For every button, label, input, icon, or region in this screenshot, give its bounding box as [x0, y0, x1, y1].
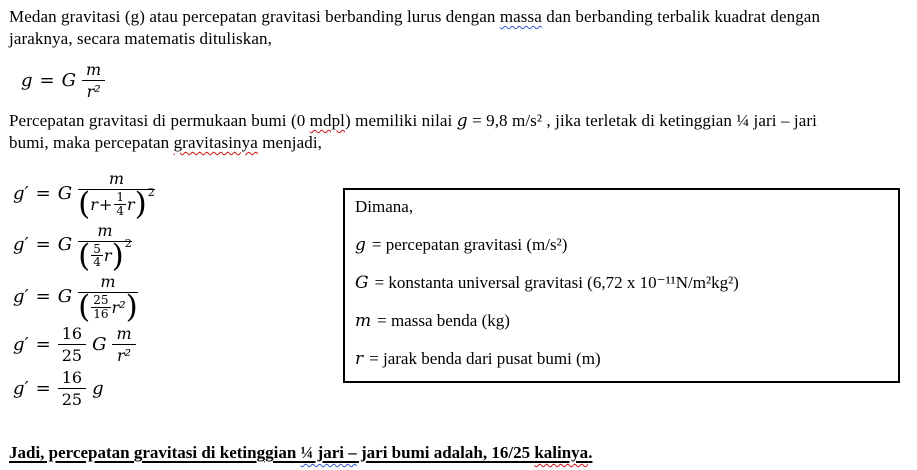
- fraction-numerator: m: [78, 221, 132, 242]
- math-symbol-G: G: [57, 234, 73, 256]
- definitions-box: [343, 188, 900, 383]
- coefficient-fraction: [58, 324, 86, 365]
- open-paren: (: [78, 289, 91, 326]
- close-paren: ): [125, 289, 138, 326]
- fraction-denominator: [78, 237, 132, 274]
- math-symbol-g: g: [21, 70, 33, 91]
- derivation-steps: [13, 169, 155, 409]
- math-symbol-G: G: [61, 70, 77, 91]
- plus-sign: +: [98, 194, 113, 214]
- math-symbol-G: G: [57, 285, 73, 307]
- math-symbol-g-prime: g′: [13, 333, 29, 355]
- small-fraction-numerator: 1: [116, 190, 124, 205]
- fraction-numerator: 16: [58, 324, 86, 345]
- definition-text: = konstanta universal gravitasi (6,72 x 10⁻¹¹N/m²kg²): [374, 273, 739, 292]
- fraction-denominator: r²: [117, 345, 132, 365]
- fraction-denominator: r²: [86, 82, 101, 101]
- definition-text: = massa benda (kg): [377, 311, 510, 330]
- definition-row: [355, 271, 888, 295]
- close-paren: ): [111, 237, 124, 274]
- fraction: [112, 324, 135, 365]
- text-segment: menjadi,: [257, 133, 323, 152]
- inline-math-g: g: [456, 111, 468, 131]
- formula-step-5: [13, 368, 104, 409]
- equals-sign: =: [35, 285, 51, 307]
- math-symbol-G: G: [57, 182, 73, 204]
- fraction: [78, 220, 132, 274]
- small-fraction-denominator: 4: [116, 203, 124, 218]
- math-symbol-g-prime: g′: [13, 182, 29, 204]
- math-symbol-g-prime: g′: [13, 234, 29, 256]
- math-symbol-r-squared: r²: [111, 297, 126, 317]
- fraction-numerator: m: [82, 60, 105, 81]
- spell-flagged-word-kalinya: kalinya: [534, 443, 589, 462]
- grammar-flagged-word-massa: massa: [499, 7, 542, 26]
- definition-symbol: r: [355, 349, 364, 369]
- exponent: 2: [147, 185, 155, 199]
- text-segment: Percepatan gravitasi di permukaan bumi (0: [9, 111, 310, 130]
- spell-flagged-word-mdpl: mdpl: [309, 111, 346, 130]
- equals-sign: =: [39, 70, 55, 91]
- formula-step-1: [13, 169, 155, 222]
- definition-text: = jarak benda dari pusat bumi (m): [369, 349, 601, 368]
- small-fraction: [91, 294, 110, 320]
- formula-step-4: [13, 324, 136, 365]
- small-fraction: [114, 191, 126, 217]
- equals-sign: =: [35, 234, 51, 256]
- fraction: [78, 169, 155, 222]
- text-segment: jari bumi adalah, 16/25: [356, 443, 535, 462]
- close-paren: ): [134, 186, 147, 222]
- exponent: 2: [124, 237, 132, 251]
- small-fraction-numerator: 25: [93, 293, 109, 308]
- fraction-numerator: m: [112, 324, 135, 345]
- paragraph-condition: [9, 110, 909, 154]
- definition-symbol: G: [355, 273, 369, 293]
- fraction-numerator: m: [78, 272, 138, 293]
- equals-sign: =: [35, 182, 51, 204]
- small-fraction-denominator: 16: [93, 306, 109, 321]
- math-symbol-r: r: [90, 194, 98, 214]
- math-symbol-g-prime: g′: [13, 285, 29, 307]
- small-fraction-numerator: 5: [93, 241, 101, 256]
- formula-gravity-base: [21, 60, 105, 101]
- paragraph-intro: [9, 6, 909, 50]
- definition-row: [355, 347, 888, 371]
- text-segment: Jadi, percepatan gravitasi di ketinggian: [9, 443, 301, 462]
- definition-symbol: g: [355, 235, 366, 255]
- text-segment: jaraknya, secara matematis dituliskan,: [9, 29, 272, 48]
- text-segment: Medan gravitasi (g) atau percepatan gravitasi berbanding lurus dengan: [9, 7, 500, 26]
- formula-step-3: [13, 272, 138, 326]
- fraction: [82, 60, 105, 101]
- fraction-denominator: [78, 185, 155, 222]
- text-segment: = 9,8 m/s² , jika terletak di ketinggian ¼ jari – jari: [467, 111, 817, 130]
- coefficient-fraction: [58, 368, 86, 409]
- conclusion-line: [9, 443, 592, 463]
- grammar-flagged-phrase: ¼ jari –: [300, 443, 357, 462]
- definitions-box-title: Dimana,: [355, 197, 414, 216]
- fraction: [78, 272, 138, 326]
- math-symbol-r: r: [103, 246, 112, 266]
- text-segment: ) memiliki nilai: [345, 111, 457, 130]
- open-paren: (: [78, 186, 91, 222]
- math-symbol-g: g: [92, 377, 104, 399]
- text-segment: .: [588, 443, 593, 462]
- small-fraction: [91, 243, 103, 269]
- math-symbol-r: r: [126, 194, 135, 214]
- definition-symbol: m: [355, 311, 372, 331]
- small-fraction-denominator: 4: [93, 255, 101, 270]
- text-segment: dan berbanding terbalik kuadrat dengan: [541, 7, 821, 26]
- math-symbol-G: G: [92, 333, 107, 355]
- fraction-denominator: 25: [61, 389, 83, 409]
- definition-row: [355, 309, 888, 333]
- fraction-denominator: 25: [61, 345, 83, 365]
- open-paren: (: [78, 237, 91, 274]
- fraction-denominator: [78, 289, 138, 326]
- text-segment: bumi, maka percepatan: [9, 133, 174, 152]
- formula-step-2: [13, 220, 132, 274]
- fraction-numerator: m: [78, 169, 155, 190]
- spell-flagged-word-gravitasinya: gravitasinya: [173, 133, 258, 152]
- math-symbol-g-prime: g′: [13, 377, 29, 399]
- equals-sign: =: [35, 333, 51, 355]
- equals-sign: =: [35, 377, 51, 399]
- definition-row: [355, 233, 888, 257]
- definition-text: = percepatan gravitasi (m/s²): [371, 235, 568, 254]
- fraction-numerator: 16: [58, 368, 86, 389]
